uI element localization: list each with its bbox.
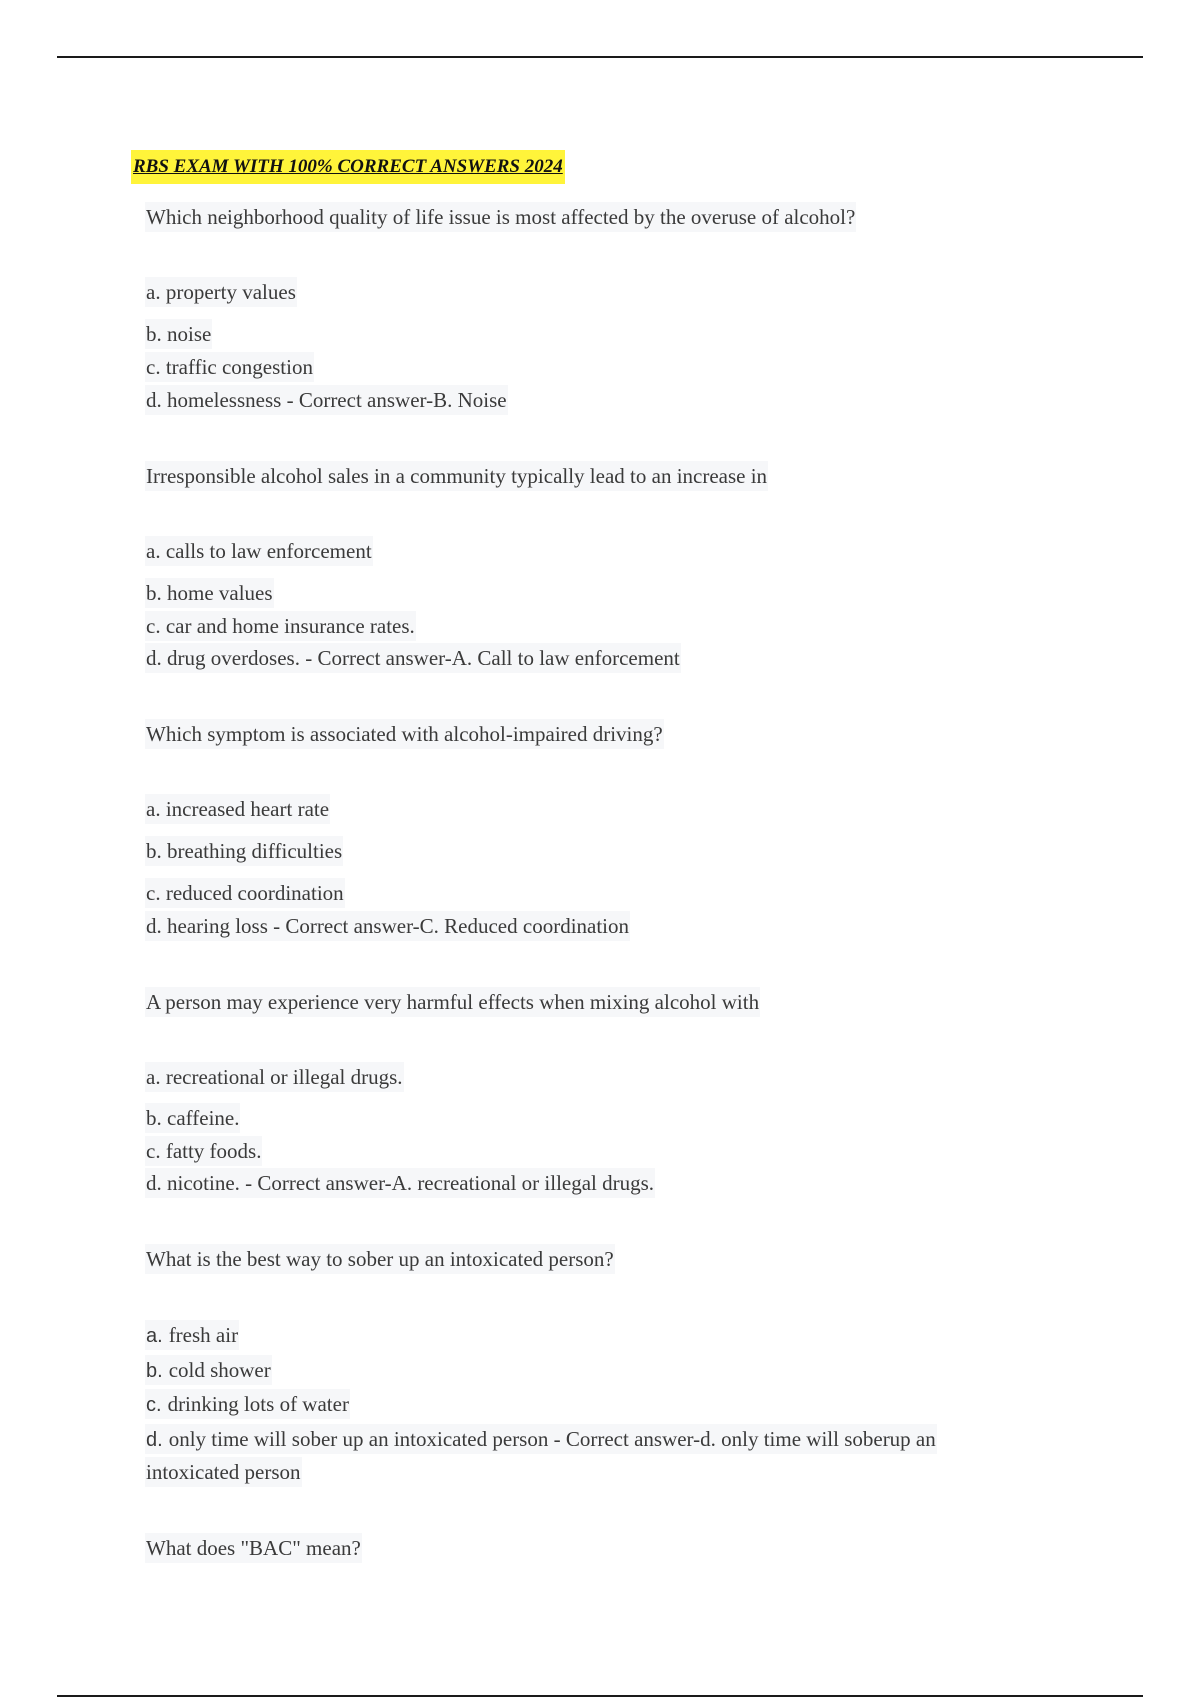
answer-option: [145, 1320, 239, 1350]
answer-option-correct: d. nicotine. - Correct answer-A. recreational or illegal drugs.: [145, 1168, 655, 1198]
option-text: cold shower: [168, 1358, 271, 1382]
question-prompt: What does "BAC" mean?: [145, 1533, 362, 1563]
option-marker: d.: [146, 1429, 163, 1451]
answer-option-correct: d. homelessness - Correct answer-B. Noise: [145, 385, 508, 415]
answer-option: c. reduced coordination: [145, 878, 345, 908]
question-prompt: Which symptom is associated with alcohol-impaired driving?: [145, 719, 664, 749]
option-marker: b.: [146, 1360, 163, 1382]
option-marker: a.: [146, 1325, 163, 1347]
question-prompt: Which neighborhood quality of life issue is most affected by the overuse of alcohol?: [145, 202, 856, 232]
answer-option: a. recreational or illegal drugs.: [145, 1062, 404, 1092]
question-prompt: What is the best way to sober up an intoxicated person?: [145, 1244, 615, 1274]
header-rule: [57, 56, 1143, 58]
option-marker: c.: [146, 1394, 162, 1416]
question-prompt: Irresponsible alcohol sales in a community typically lead to an increase in: [145, 461, 768, 491]
option-text: only time will sober up an intoxicated person - Correct answer-d. only time will soberup an: [168, 1427, 936, 1451]
answer-option: c. fatty foods.: [145, 1136, 262, 1166]
document-title: RBS EXAM WITH 100% CORRECT ANSWERS 2024: [131, 150, 565, 184]
answer-option: [145, 1389, 350, 1419]
answer-option: b. home values: [145, 578, 274, 608]
answer-option-correct: [145, 1424, 937, 1454]
option-text: drinking lots of water: [167, 1392, 349, 1416]
answer-option: a. property values: [145, 277, 297, 307]
answer-option: [145, 1355, 272, 1385]
answer-option: b. noise: [145, 319, 212, 349]
answer-continuation: intoxicated person: [145, 1457, 302, 1487]
answer-option: c. car and home insurance rates.: [145, 611, 416, 641]
answer-option: c. traffic congestion: [145, 352, 314, 382]
answer-option-correct: d. hearing loss - Correct answer-C. Reduced coordination: [145, 911, 630, 941]
option-text: fresh air: [168, 1323, 239, 1347]
footer-rule: [57, 1695, 1143, 1697]
answer-option-correct: d. drug overdoses. - Correct answer-A. Call to law enforcement: [145, 643, 681, 673]
answer-option: b. breathing difficulties: [145, 836, 343, 866]
answer-option: a. increased heart rate: [145, 794, 330, 824]
answer-option: a. calls to law enforcement: [145, 536, 373, 566]
question-prompt: A person may experience very harmful effects when mixing alcohol with: [145, 987, 760, 1017]
answer-option: b. caffeine.: [145, 1103, 240, 1133]
